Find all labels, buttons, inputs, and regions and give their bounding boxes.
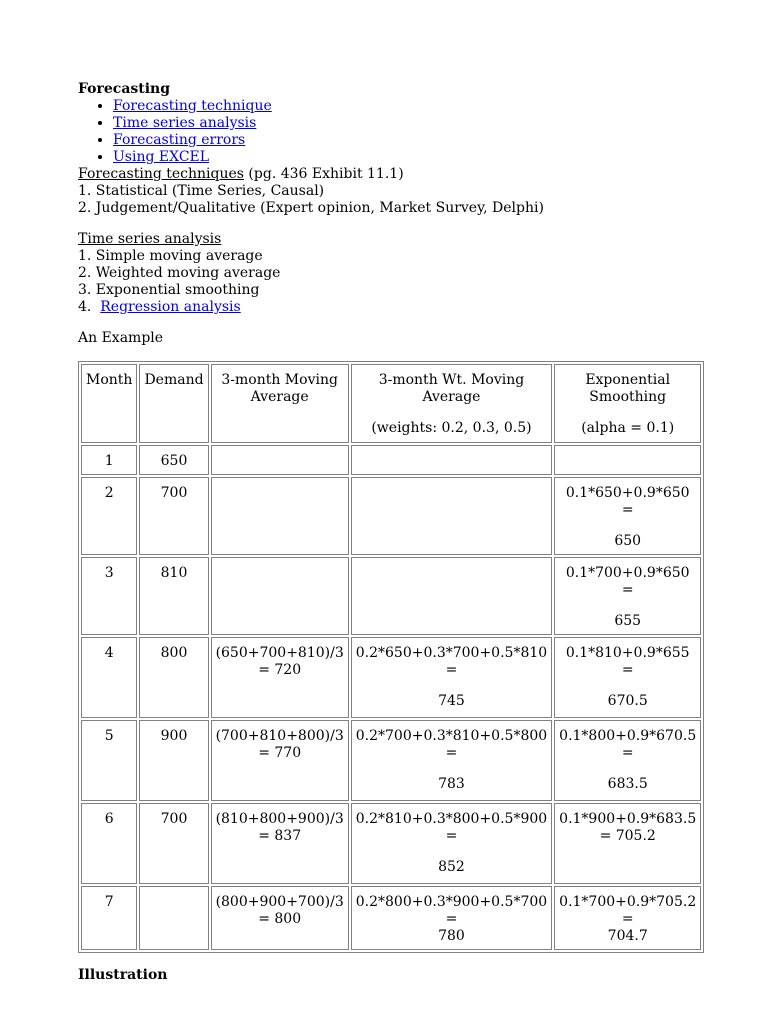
wma-formula: 0.2*800+0.3*900+0.5*700 = <box>355 894 548 927</box>
es-result: 670.5 <box>607 693 648 709</box>
cell-moving-average: (800+900+700)/3 = 800 <box>211 886 349 950</box>
cell-exponential-smoothing <box>554 803 701 884</box>
es-formula: 0.1*800+0.9*670.5 = <box>559 728 697 761</box>
header-demand: Demand <box>139 364 208 443</box>
table-row <box>81 886 701 950</box>
header-es-title: Exponential Smoothing <box>585 372 671 405</box>
cell-weighted-moving-average <box>351 445 552 475</box>
cell-exponential-smoothing <box>554 445 701 475</box>
header-moving-average: 3-month Moving Average <box>211 364 349 443</box>
item-number: 4. <box>78 299 101 315</box>
table-row <box>81 803 701 884</box>
time-series-item: 2. Weighted moving average <box>78 265 281 281</box>
wma-formula: 0.2*650+0.3*700+0.5*810 = <box>355 645 548 678</box>
es-formula: 0.1*650+0.9*650 = <box>565 485 690 518</box>
es-formula: 0.1*700+0.9*705.2 = <box>559 894 697 927</box>
toc-item <box>113 115 768 132</box>
techniques-section <box>78 166 768 217</box>
cell-weighted-moving-average <box>351 720 552 801</box>
es-result: 704.7 <box>607 928 648 944</box>
cell-month: 4 <box>81 637 137 718</box>
cell-exponential-smoothing <box>554 557 701 635</box>
wma-result: 745 <box>438 693 465 709</box>
table-row <box>81 445 701 475</box>
wma-result: 783 <box>438 776 465 792</box>
cell-demand: 810 <box>139 557 208 635</box>
table-row <box>81 477 701 555</box>
cell-exponential-smoothing <box>554 886 701 950</box>
cell-month: 6 <box>81 803 137 884</box>
es-formula: 0.1*900+0.9*683.5 = 705.2 <box>559 811 697 844</box>
header-wma-weights: (weights: 0.2, 0.3, 0.5) <box>371 420 532 436</box>
header-weighted-moving-average <box>351 364 552 443</box>
cell-exponential-smoothing <box>554 720 701 801</box>
cell-month: 7 <box>81 886 137 950</box>
cell-weighted-moving-average <box>351 637 552 718</box>
toc-item <box>113 132 768 149</box>
cell-demand: 650 <box>139 445 208 475</box>
toc-link-time-series-analysis[interactable]: Time series analysis <box>113 115 257 131</box>
time-series-section <box>78 231 768 316</box>
cell-demand: 700 <box>139 477 208 555</box>
time-series-item <box>78 299 768 316</box>
toc-link-using-excel[interactable]: Using EXCEL <box>113 149 210 165</box>
cell-weighted-moving-average <box>351 886 552 950</box>
cell-month: 3 <box>81 557 137 635</box>
cell-month: 5 <box>81 720 137 801</box>
cell-weighted-moving-average <box>351 477 552 555</box>
toc-link-forecasting-technique[interactable]: Forecasting technique <box>113 98 272 114</box>
time-series-item: 3. Exponential smoothing <box>78 282 260 298</box>
wma-result: 780 <box>438 928 465 944</box>
time-series-title: Time series analysis <box>78 231 222 247</box>
header-es-alpha: (alpha = 0.1) <box>581 420 675 436</box>
cell-moving-average: (810+800+900)/3 = 837 <box>211 803 349 884</box>
es-result: 683.5 <box>607 776 648 792</box>
techniques-reference: (pg. 436 Exhibit 11.1) <box>243 166 404 182</box>
cell-weighted-moving-average <box>351 557 552 635</box>
cell-moving-average <box>211 445 349 475</box>
cell-exponential-smoothing <box>554 637 701 718</box>
cell-exponential-smoothing <box>554 477 701 555</box>
es-result: 650 <box>614 533 642 549</box>
cell-month: 2 <box>81 477 137 555</box>
wma-formula: 0.2*810+0.3*800+0.5*900 = <box>355 811 548 844</box>
table-row <box>81 637 701 718</box>
forecast-table <box>78 361 704 953</box>
technique-item: 1. Statistical (Time Series, Causal) <box>78 183 325 199</box>
wma-result: 852 <box>438 859 465 875</box>
regression-analysis-link[interactable]: Regression analysis <box>100 299 241 315</box>
example-label: An Example <box>78 330 164 346</box>
es-formula: 0.1*700+0.9*650 = <box>565 565 690 598</box>
toc-item <box>113 98 768 115</box>
page-title: Forecasting <box>78 81 171 97</box>
technique-item: 2. Judgement/Qualitative (Expert opinion, Market Survey, Delphi) <box>78 200 544 216</box>
cell-demand: 800 <box>139 637 208 718</box>
es-result: 655 <box>614 613 642 629</box>
es-formula: 0.1*810+0.9*655 = <box>565 645 690 678</box>
cell-moving-average <box>211 557 349 635</box>
cell-demand <box>139 886 208 950</box>
cell-demand: 900 <box>139 720 208 801</box>
techniques-heading <box>78 166 768 183</box>
header-month: Month <box>81 364 137 443</box>
toc-link-forecasting-errors[interactable]: Forecasting errors <box>113 132 246 148</box>
toc-item <box>113 149 768 166</box>
time-series-item: 1. Simple moving average <box>78 248 263 264</box>
table-row <box>81 557 701 635</box>
table-of-contents <box>78 98 768 166</box>
cell-moving-average: (650+700+810)/3 = 720 <box>211 637 349 718</box>
header-exponential-smoothing <box>554 364 701 443</box>
table-row <box>81 720 701 801</box>
cell-demand: 700 <box>139 803 208 884</box>
table-header-row <box>81 364 701 443</box>
cell-moving-average <box>211 477 349 555</box>
cell-moving-average: (700+810+800)/3 = 770 <box>211 720 349 801</box>
cell-month: 1 <box>81 445 137 475</box>
header-wma-title: 3-month Wt. Moving Average <box>378 372 525 405</box>
illustration-heading: Illustration <box>78 967 168 983</box>
wma-formula: 0.2*700+0.3*810+0.5*800 = <box>355 728 548 761</box>
cell-weighted-moving-average <box>351 803 552 884</box>
techniques-title: Forecasting techniques <box>78 166 244 182</box>
